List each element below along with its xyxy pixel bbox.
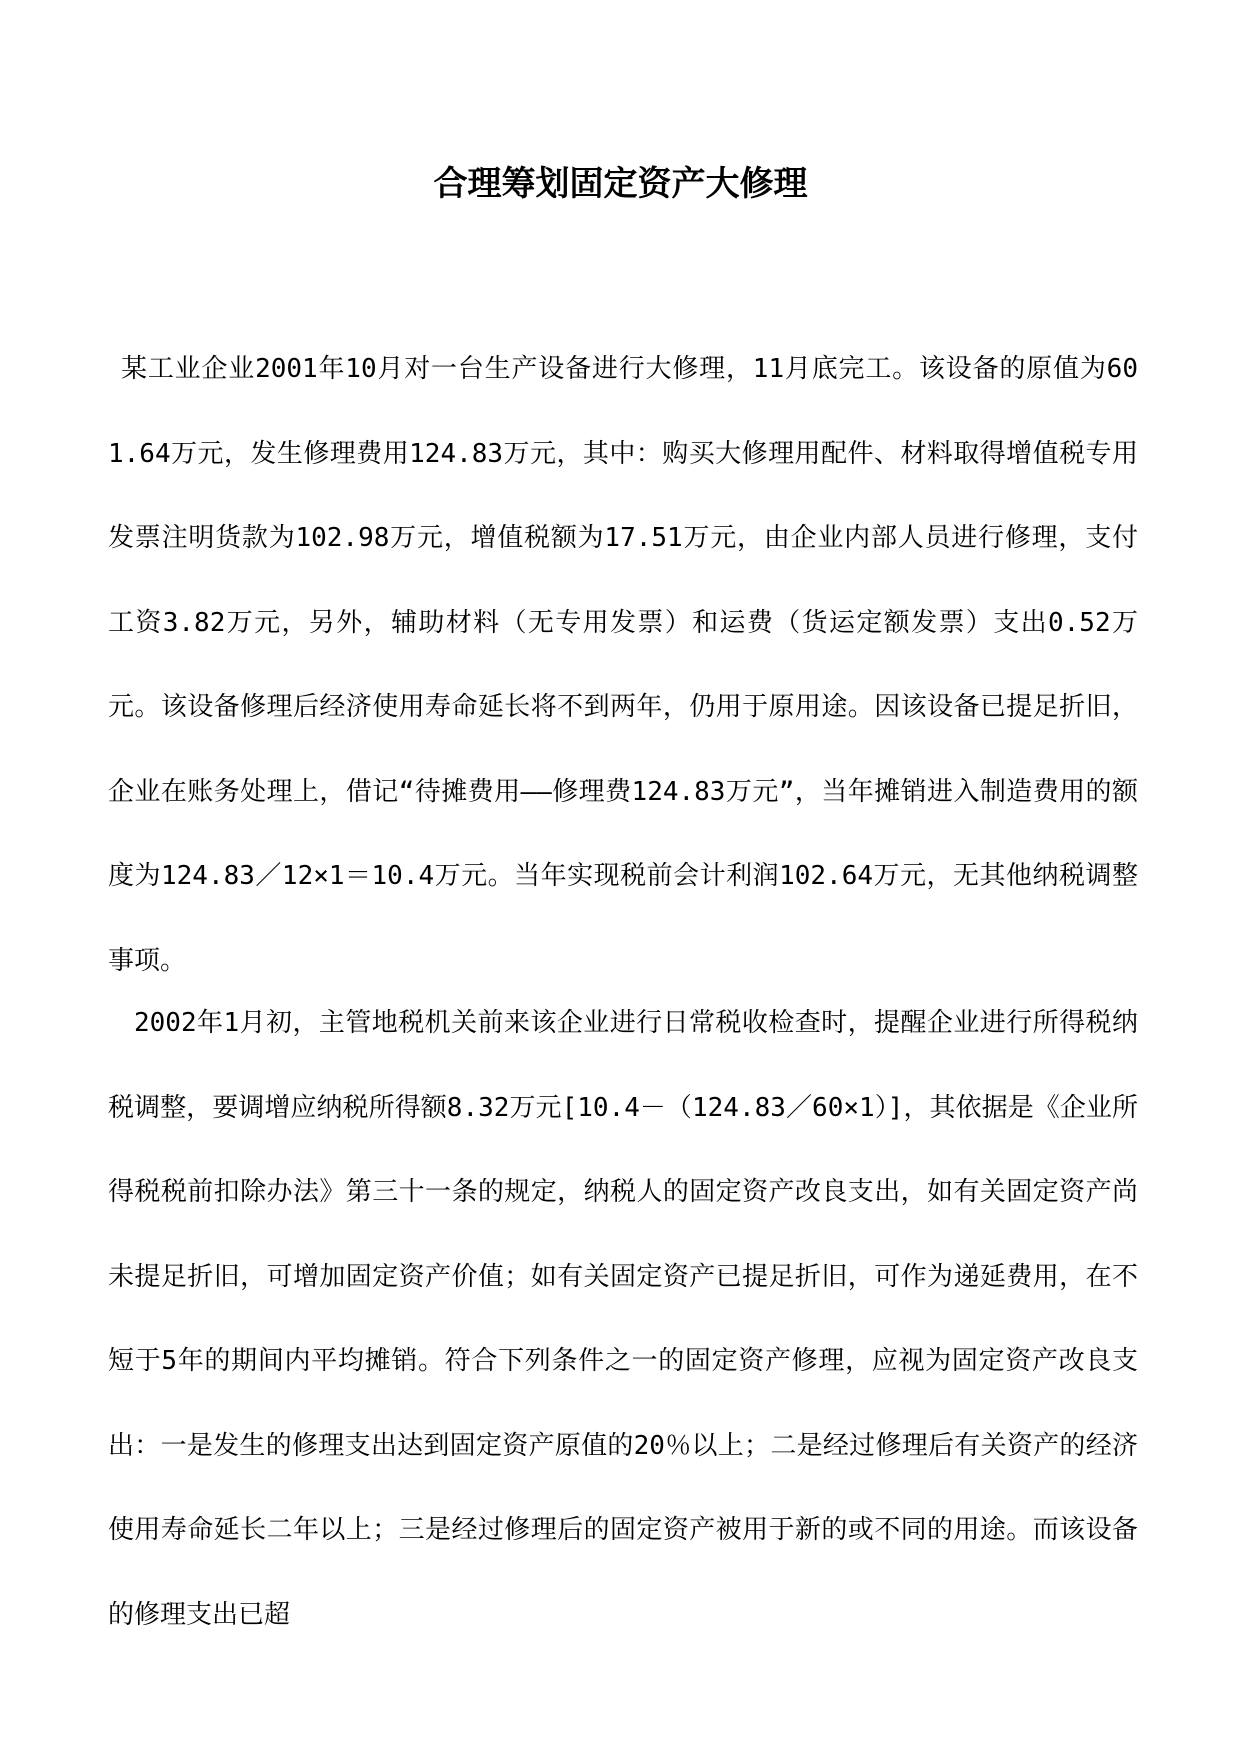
- body-paragraph-1: 某工业企业2001年10月对一台生产设备进行大修理，11月底完工。该设备的原值为601.64万元，发生修理费用124.83万元，其中：购买大修理用配件、材料取得增值税专用发票注明货款为102.98万元，增值税额为17.51万元，由企业内部人员进行修理，支付工资3.82万元，另外，辅助材料（无专用发票）和运费（货运定额发票）支出0.52万元。该设备修理后经济使用寿命延长将不到两年，仍用于原用途。因该设备已提足折旧，企业在账务处理上，借记“待摊费用——修理费124.83万元”，当年摊销进入制造费用的额度为124.83／12×1＝10.4万元。当年实现税前会计利润102.64万元，无其他纳税调整事项。: [108, 354, 1138, 976]
- body-paragraph-2: 2002年1月初，主管地税机关前来该企业进行日常税收检查时，提醒企业进行所得税纳税调整，要调增应纳税所得额8.32万元[10.4－（124.83／60×1）]，其依据是《企业所得税税前扣除办法》第三十一条的规定，纳税人的固定资产改良支出，如有关固定资产尚未提足折旧，可增加固定资产价值；如有关固定资产已提足折旧，可作为递延费用，在不短于5年的期间内平均摊销。符合下列条件之一的固定资产修理，应视为固定资产改良支出：一是发生的修理支出达到固定资产原值的20％以上；二是经过修理后有关资产的经济使用寿命延长二年以上；三是经过修理后的固定资产被用于新的或不同的用途。而该设备的修理支出已超: [108, 1008, 1138, 1630]
- document-title: 合理筹划固定资产大修理: [433, 164, 808, 204]
